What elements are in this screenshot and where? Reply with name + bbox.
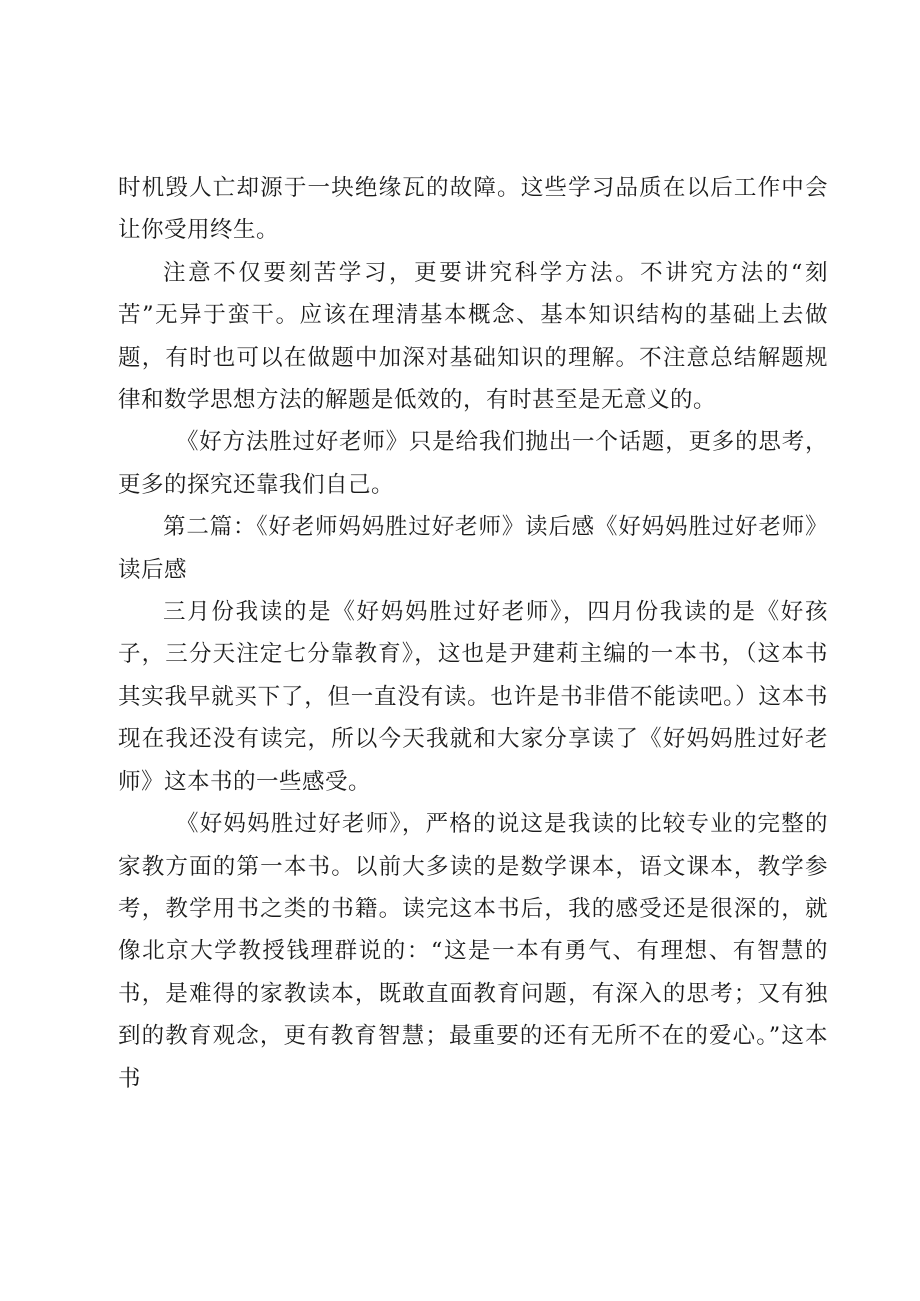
paragraph-reading-march-april: 三月份我读的是《好妈妈胜过好老师》，四月份我读的是《好孩子，三分天注定七分靠教育》，这也是尹建莉主编的一本书，（这本书其实我早就买下了，但一直没有读。也许是书非借不能读吧。）这本书现在我还没有读完，所以今天我就和大家分享读了《好妈妈胜过好老师》这本书的一些感受。 — [118, 599, 828, 795]
document-body — [118, 167, 828, 1100]
paragraph-book-impression: 《好妈妈胜过好老师》，严格的说这是我读的比较专业的完整的家教方面的第一本书。以前大多读的是数学课本，语文课本，教学参考，教学用书之类的书籍。读完这本书后，我的感受还是很深的，就像北京大学教授钱理群说的：“这是一本有勇气、有理想、有智慧的书，是难得的家教读本，既敢直面教育问题，有深入的思考；又有独到的教育观念，更有教育智慧；最重要的还有无所不在的爱心。”这本书 — [118, 811, 828, 1092]
paragraph-continuation: 时机毁人亡却源于一块绝缘瓦的故障。这些学习品质在以后工作中会让你受用终生。 — [118, 175, 828, 244]
paragraph-good-method: 《好方法胜过好老师》只是给我们抛出一个话题，更多的思考，更多的探究还靠我们自己。 — [118, 429, 828, 498]
section-heading-second: 第二篇：《好老师妈妈胜过好老师》读后感《好妈妈胜过好老师》读后感 — [118, 514, 828, 583]
paragraph-study-method: 注意不仅要刻苦学习，更要讲究科学方法。不讲究方法的“刻苦”无异于蛮干。应该在理清基本概念、基本知识结构的基础上去做题，有时也可以在做题中加深对基础知识的理解。不注意总结解题规律和数学思想方法的解题是低效的，有时甚至是无意义的。 — [118, 259, 828, 414]
